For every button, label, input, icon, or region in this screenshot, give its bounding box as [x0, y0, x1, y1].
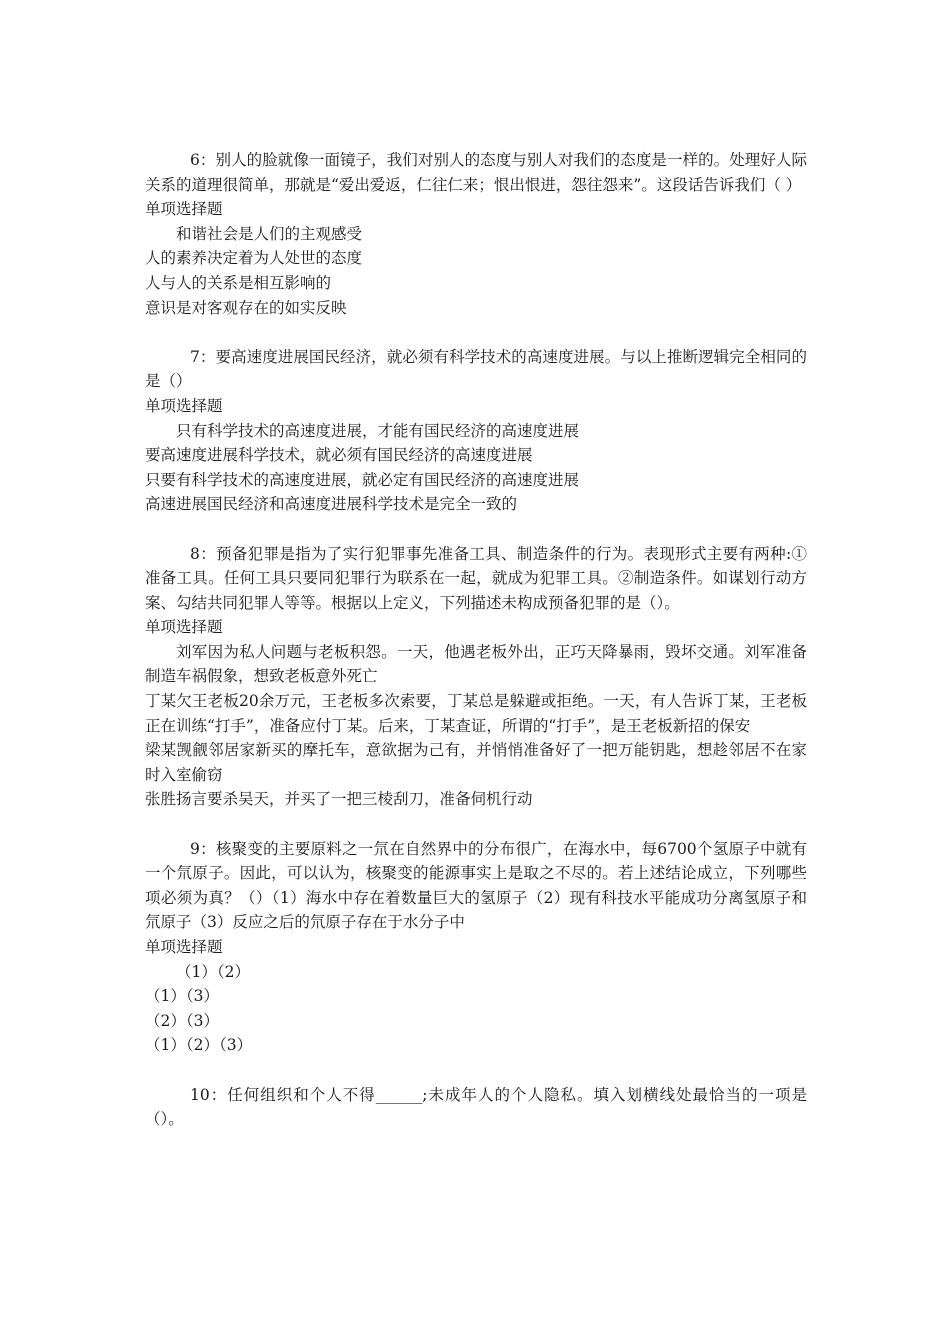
question-8 [145, 542, 807, 813]
option-b: （1）（3） [145, 987, 219, 1006]
option-list [145, 640, 807, 812]
question-stem: 7：要高速度进展国民经济，就必须有科学技术的高速度进展。与以上推断逻辑完全相同的是（） [145, 347, 807, 391]
question-9 [145, 837, 807, 1058]
option-a: 只有科学技术的高速度进展，才能有国民经济的高速度进展 [176, 421, 580, 440]
question-type: 单项选择题 [145, 396, 223, 415]
option-d: 张胜扬言要杀吴天，并买了一把三棱刮刀，准备伺机行动 [145, 790, 533, 809]
option-c: 人与人的关系是相互影响的 [145, 273, 332, 292]
option-list [145, 222, 807, 320]
option-d: 高速进展国民经济和高速度进展科学技术是完全一致的 [145, 495, 518, 514]
option-d: 意识是对客观存在的如实反映 [145, 298, 347, 317]
document-page [145, 148, 807, 1156]
question-type: 单项选择题 [145, 938, 223, 956]
option-c: 只要有科学技术的高速度进展，就必定有国民经济的高速度进展 [145, 470, 580, 489]
option-a: （1）（2） [176, 962, 250, 981]
question-7 [145, 345, 807, 517]
option-b: 人的素养决定着为人处世的态度 [145, 249, 363, 268]
option-a: 刘军因为私人问题与老板积怨。一天，他遇老板外出，正巧天降暴雨，毁坏交通。刘军准备制造车祸假象，想致老板意外死亡 [145, 642, 807, 686]
question-stem: 10：任何组织和个人不得______;未成年人的个人隐私。填入划横线处最恰当的一项是（）。 [145, 1085, 807, 1129]
question-type: 单项选择题 [145, 200, 223, 219]
question-stem: 9：核聚变的主要原料之一氘在自然界中的分布很广，在海水中，每6700个氢原子中就有一个氘原子。因此，可以认为，核聚变的能源事实上是取之不尽的。若上述结论成立，下列哪些项必须为真？（）（1）海水中存在着数量巨大的氢原子（2）现有科技水平能成功分离氢原子和氘原子（3）反应之后的氘原子存在于水分子中 [145, 839, 807, 932]
option-b: 丁某欠王老板20余万元，王老板多次索要，丁某总是躲避或拒绝。一天，有人告诉丁某，王老板正在训练“打手”，准备应付丁某。后来，丁某查证，所谓的“打手”，是王老板新招的保安 [145, 692, 807, 735]
question-stem: 6：别人的脸就像一面镜子，我们对别人的态度与别人对我们的态度是一样的。处理好人际关系的道理很简单，那就是“爱出爱返，仁往仁来；恨出恨进，怨往怨来”。这段话告诉我们（ ） [145, 151, 807, 194]
question-type: 单项选择题 [145, 618, 223, 637]
option-b: 要高速度进展科学技术，就必须有国民经济的高速度进展 [145, 446, 533, 465]
option-c: （2）（3） [145, 1011, 219, 1030]
question-6 [145, 148, 807, 320]
question-10 [145, 1083, 807, 1132]
option-a: 和谐社会是人们的主观感受 [176, 224, 363, 243]
option-d: （1）（2）（3） [145, 1036, 253, 1055]
option-list [145, 960, 807, 1058]
option-list [145, 419, 807, 517]
question-stem: 8：预备犯罪是指为了实行犯罪事先准备工具、制造条件的行为。表现形式主要有两种:① 准备工具。任何工具只要同犯罪行为联系在一起，就成为犯罪工具。②制造条件。如谋划行动方案、勾结共同犯罪人等等。根据以上定义，下列描述未构成预备犯罪的是（）。 [145, 544, 807, 612]
option-c: 梁某觊觎邻居家新买的摩托车，意欲据为己有，并悄悄准备好了一把万能钥匙，想趁邻居不在家时入室偷窃 [145, 741, 807, 784]
